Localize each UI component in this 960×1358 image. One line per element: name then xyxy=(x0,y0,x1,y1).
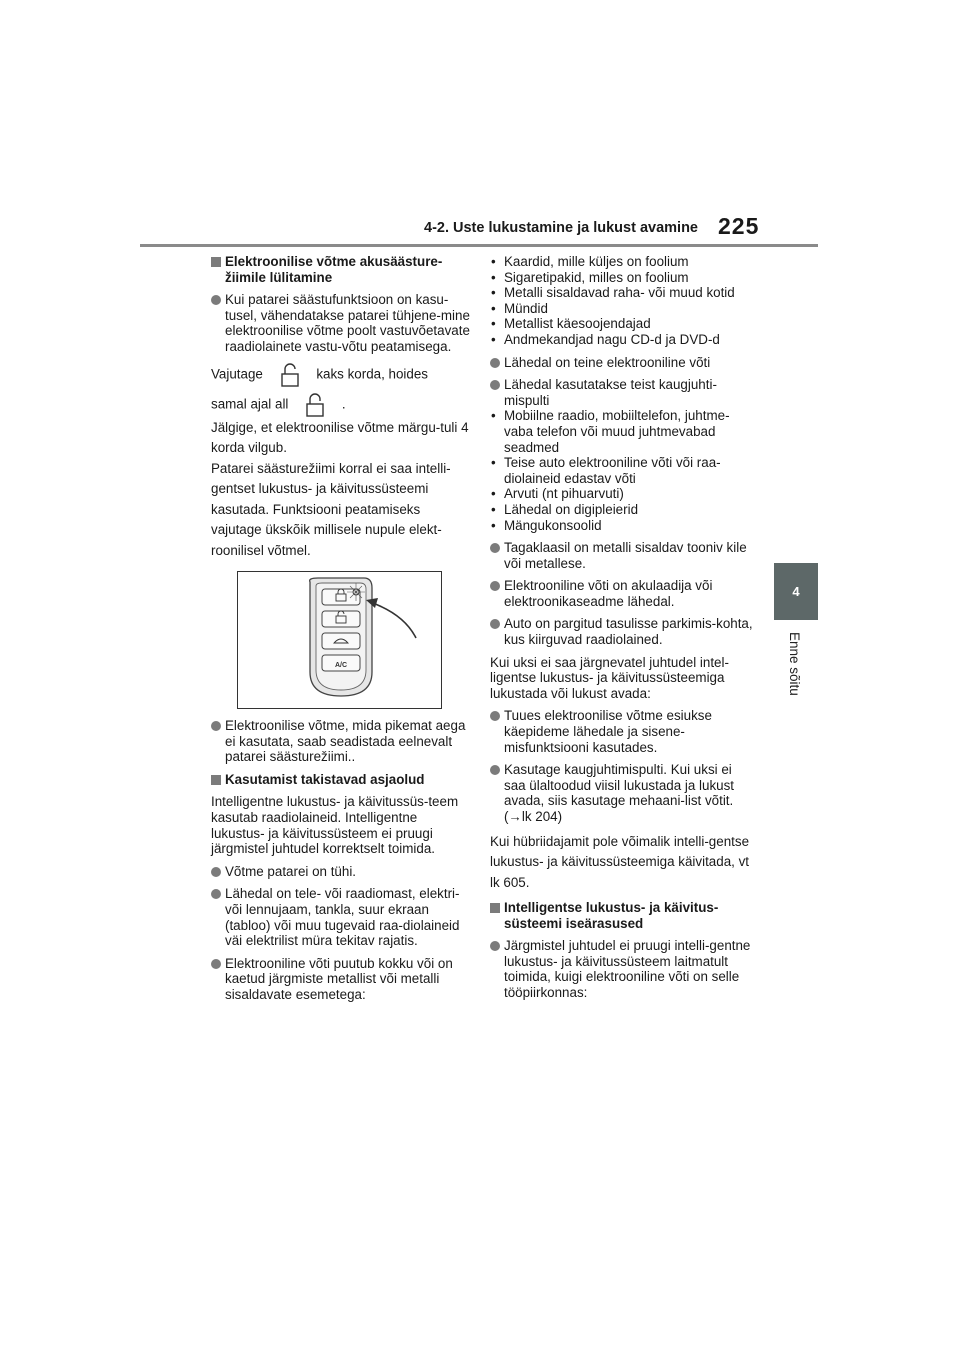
bullet-move-closer: Tuues elektroonilise võtme esiukse käepideme lähedale ja sisene-misfunktsiooni kasutades. xyxy=(490,708,754,755)
bullet-metal-contact: Elektrooniline võti puutub kokku või on kaetud järgmiste metallist või metalli sisaldavate esemetega: xyxy=(211,956,473,1003)
bullet-battery-saver: Kui patarei säästufunktsioon on kasu-tusel, vähendatakse patarei tühjene-mine elektroonilise võtme poolt vastuvõetavate raadiolainete vastu-võtu peatamisega. xyxy=(211,292,473,354)
section-title: 4-2. Uste lukustamine ja lukust avamine xyxy=(424,220,698,236)
bullet-may-operate: Järgmistel juhtudel ei pruugi intelli-gentne lukustus- ja käivitussüsteem laitmatult toimida, kuigi elektrooniline võti on selle tööpiirkonnas: xyxy=(490,938,754,1000)
list-item: • Sigaretipakid, milles on foolium xyxy=(490,270,754,286)
bullet-use-remote: Kasutage kaugjuhtimispulti. Kui uksi ei saa ülaltoodud viisil lukustada ja lukust avada, siis kasutage mehaani-list võtit. (→lk 204) xyxy=(490,762,754,824)
page-number: 225 xyxy=(718,213,760,239)
list-item: • Metalli sisaldavad raha- või muud kotid xyxy=(490,285,754,301)
para-hybrid: Kui hübriidajamit pole võimalik intelli-gentse lukustus- ja käivitussüsteemiga käivitada, vt lk 605. xyxy=(490,833,750,890)
list-item: • Metallist käesoojendajad xyxy=(490,316,754,332)
list-item: • Kaardid, mille küljes on foolium xyxy=(490,254,754,270)
chapter-number: 4 xyxy=(792,584,800,599)
instruction-hold-suffix: . xyxy=(341,396,346,412)
instruction-press xyxy=(211,362,473,388)
metal-items-list xyxy=(490,254,754,348)
instruction-hold-prefix: samal ajal all xyxy=(211,396,289,412)
heading-interference: Kasutamist takistavad asjaolud xyxy=(211,772,473,788)
instruction-blink: Jälgige, et elektroonilise võtme märgu-tuli 4 korda vilgub. xyxy=(211,419,469,456)
list-item: • Mobiilne raadio, mobiiltelefon, juhtme-vaba telefon või muud juhtmevabad seadmed xyxy=(490,408,754,455)
unlock-icon xyxy=(300,392,330,418)
bullet-near-charger: Elektrooniline võti on akulaadija või elektroonikaseadme lähedal. xyxy=(490,578,754,609)
device-items-list xyxy=(490,408,754,533)
bullet-tinted-film: Tagaklaasil on metalli sisaldav tooniv kile või metallese. xyxy=(490,540,754,571)
list-item: • Arvuti (nt pihuarvuti) xyxy=(490,486,754,502)
left-column xyxy=(211,254,473,1010)
list-item: • Lähedal on digipleierid xyxy=(490,502,754,518)
para-cannot-lock: Kui uksi ei saa järgnevatel juhtudel intel-ligentse lukustus- ja käivitussüsteemiga lukustada või lukust avada: xyxy=(490,654,729,701)
list-item: • Teise auto elektrooniline võti või raa-diolaineid edastav võti xyxy=(490,455,754,486)
bullet-unused-key: Elektroonilise võtme, mida pikemat aega ei kasutata, saab seadistada eelnevalt patarei säästurežiimi.. xyxy=(211,718,473,765)
heading-battery-mode: Elektroonilise võtme akusäästure-žiimile lülitamine xyxy=(211,254,473,285)
list-item: • Mündid xyxy=(490,301,754,317)
right-column xyxy=(490,254,754,1008)
lock-icon xyxy=(275,362,305,388)
bullet-parking: Auto on pargitud tasulisse parkimis-kohta, kus kiirguvad raadiolained. xyxy=(490,616,754,647)
list-item: • Andmekandjad nagu CD-d ja DVD-d xyxy=(490,332,754,348)
instruction-cancel: Patarei säästurežiimi korral ei saa intelli-gentset lukustus- ja käivitussüsteemi kasutada. Funktsiooni peatamiseks vajutage ükskõik millisele nupule elekt-roonilisel võtmel. xyxy=(211,460,451,558)
bullet-battery-empty: Võtme patarei on tühi. xyxy=(211,864,473,880)
chapter-label: Enne sõitu xyxy=(787,632,802,696)
instruction-hold xyxy=(211,392,473,418)
key-fob-illustration xyxy=(238,572,441,708)
instruction-press-prefix: Vajutage xyxy=(211,366,263,382)
key-fob-figure xyxy=(237,571,442,709)
bullet-other-remote: Lähedal kasutatakse teist kaugjuhti-mispulti xyxy=(490,377,754,408)
para-interference: Intelligentne lukustus- ja käivitussüs-teem kasutab raadiolaineid. Intelligentne lukustus- ja käivitussüsteem ei pruugi järgmistel juhtudel korrektselt toimida. xyxy=(211,794,459,857)
header-rule xyxy=(140,244,818,247)
bullet-near-tower: Lähedal on tele- või raadiomast, elektri- või lennujaam, tankla, suur ekraan (tabloo) või muu tugevaid raa-diolaineid väi elektrilist müra tekitav rajatis. xyxy=(211,886,473,948)
fob-button-label: A/C xyxy=(334,662,348,670)
bullet-other-key: Lähedal on teine elektrooniline võti xyxy=(490,355,754,371)
instruction-press-suffix: kaks korda, hoides xyxy=(316,366,428,382)
list-item: • Mängukonsoolid xyxy=(490,518,754,534)
heading-features: Intelligentse lukustus- ja käivitus-süsteemi iseärasused xyxy=(490,900,754,931)
chapter-tab[interactable] xyxy=(774,563,818,620)
